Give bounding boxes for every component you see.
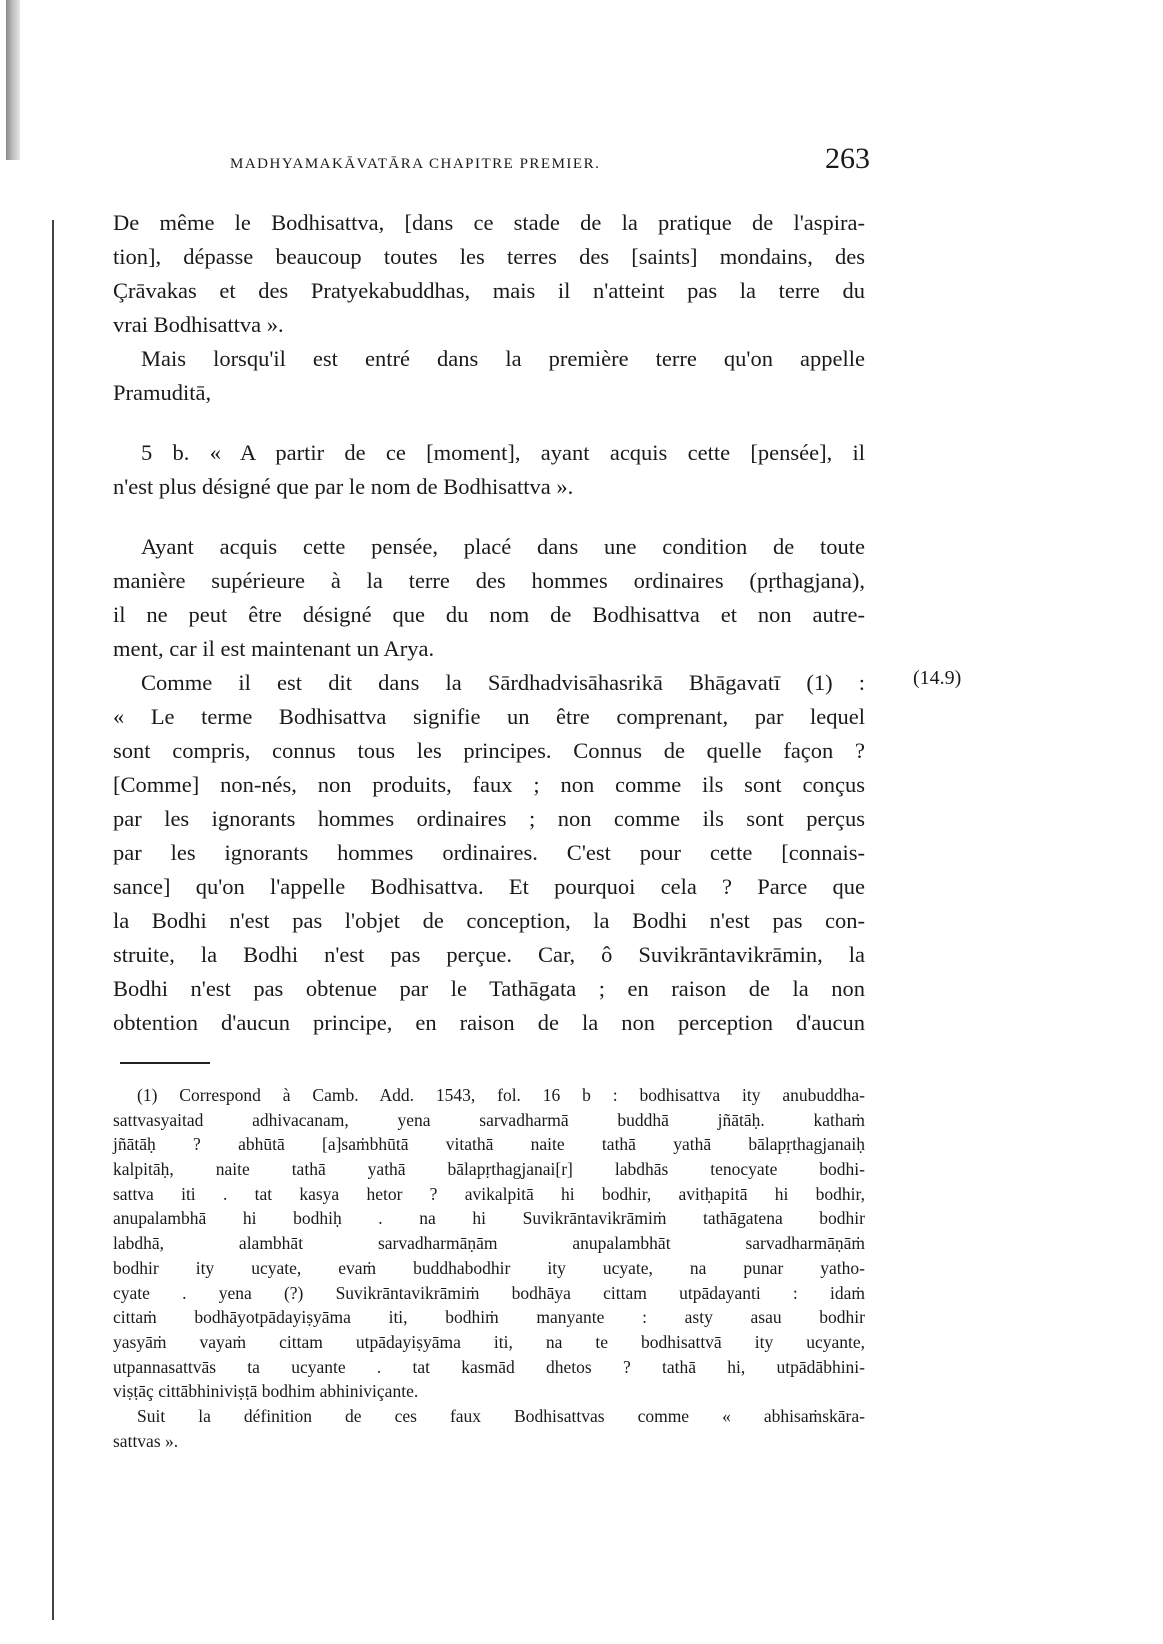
footnote-line: labdhā, alambhāt sarvadharmāṇām anupalambhāt sarvadharmāṇāṁ: [113, 1233, 865, 1254]
footnote-line: sattva iti . tat kasya hetor ? avikalpitā hi bodhir, avitḥapitā hi bodhir,: [113, 1183, 865, 1204]
footnote-line: anupalambhā hi bodhiḥ . na hi Suvikrāntavikrāmiṁ tathāgatena bodhir: [113, 1208, 865, 1229]
footnote-line: sattvas ».: [113, 1430, 179, 1451]
text-line: Çrāvakas et des Pratyekabuddhas, mais il n'atteint pas la terre du: [113, 278, 865, 303]
text-line: Ayant acquis cette pensée, placé dans une condition de toute: [141, 534, 865, 559]
text-line: De même le Bodhisattva, [dans ce stade de la pratique de l'aspira-: [113, 210, 865, 235]
text-line: par les ignorants hommes ordinaires. C'est pour cette [connais-: [113, 840, 865, 865]
footnote-line: kalpitāḥ, naite tathā yathā bālapṛthagjanai[r] labdhās tenocyate bodhi-: [113, 1159, 865, 1180]
text-line: n'est plus désigné que par le nom de Bodhisattva ».: [113, 474, 574, 499]
text-line: sont compris, connus tous les principes. Connus de quelle façon ?: [113, 738, 865, 763]
margin-reference: (14.9): [913, 667, 962, 689]
text-line: Mais lorsqu'il est entré dans la première terre qu'on appelle: [141, 346, 865, 371]
text-line: manière supérieure à la terre des hommes ordinaires (pṛthagjana),: [113, 568, 865, 593]
text-line: ment, car il est maintenant un Arya.: [113, 636, 435, 661]
footnote-line: (1) Correspond à Camb. Add. 1543, fol. 16 b : bodhisattva ity anubuddha-: [137, 1085, 865, 1105]
footnote-line: viṣṭāç cittābhiniviṣṭā bodhim abhiniviçante.: [113, 1381, 419, 1402]
footnote-line: sattvasyaitad adhivacanam, yena sarvadharmā buddhā jñātāḥ. kathaṁ: [113, 1109, 865, 1130]
footnote-line: yasyāṁ vayaṁ cittam utpādayiṣyāma iti, na te bodhisattvā ity ucyante,: [113, 1331, 865, 1352]
text-line: tion], dépasse beaucoup toutes les terres des [saints] mondains, des: [113, 244, 865, 269]
footnote-line: utpannasattvās ta ucyante . tat kasmād dhetos ? tathā hi, utpādābhini-: [113, 1356, 865, 1377]
text-line: par les ignorants hommes ordinaires ; non comme ils sont perçus: [113, 806, 865, 831]
text-line: Pramuditā,: [113, 380, 212, 405]
footnote-line: cittaṁ bodhāyotpādayiṣyāma iti, bodhiṁ manyante : asty asau bodhir: [113, 1307, 865, 1328]
footnote-line: jñātāḥ ? abhūtā [a]saṁbhūtā vitathā naite tathā yathā bālapṛthagjanaiḥ: [113, 1134, 865, 1155]
footnote-line: bodhir ity ucyate, evaṁ buddhabodhir ity ucyate, na punar yatho-: [113, 1257, 865, 1278]
footnote-line: Suit la définition de ces faux Bodhisattvas comme « abhisaṁskāra-: [137, 1405, 865, 1426]
page-header: [230, 142, 870, 182]
text-line: Comme il est dit dans la Sārdhadvisāhasrikā Bhāgavatī (1) :: [141, 670, 865, 695]
text-line: « Le terme Bodhisattva signifie un être comprenant, par lequel: [113, 704, 865, 729]
text-line: il ne peut être désigné que du nom de Bodhisattva et non autre-: [113, 602, 865, 627]
main-text: [113, 206, 865, 1040]
text-line: sance] qu'on l'appelle Bodhisattva. Et pourquoi cela ? Parce que: [113, 874, 865, 899]
footnotes: [113, 1083, 865, 1453]
running-title: MADHYAMAKĀVATĀRA CHAPITRE PREMIER.: [230, 156, 601, 172]
paragraph-gap: [113, 410, 865, 436]
text-line: [Comme] non-nés, non produits, faux ; non comme ils sont conçus: [113, 772, 865, 797]
page-number: 263: [825, 142, 870, 175]
text-line: vrai Bodhisattva ».: [113, 312, 284, 337]
paragraph-gap: [113, 504, 865, 530]
text-line: obtention d'aucun principe, en raison de la non perception d'aucun: [113, 1010, 865, 1035]
text-line: struite, la Bodhi n'est pas perçue. Car, ô Suvikrāntavikrāmin, la: [113, 942, 865, 967]
footnote-rule: [120, 1062, 210, 1064]
text-line: la Bodhi n'est pas l'objet de conception, la Bodhi n'est pas con-: [113, 908, 865, 933]
footnote-line: cyate . yena (?) Suvikrāntavikrāmiṁ bodhāya cittam utpādayanti : idaṁ: [113, 1282, 865, 1303]
scan-binding-edge: [0, 0, 60, 1644]
text-line: Bodhi n'est pas obtenue par le Tathāgata ; en raison de la non: [113, 976, 865, 1001]
text-line: 5 b. « A partir de ce [moment], ayant acquis cette [pensée], il: [141, 440, 865, 465]
